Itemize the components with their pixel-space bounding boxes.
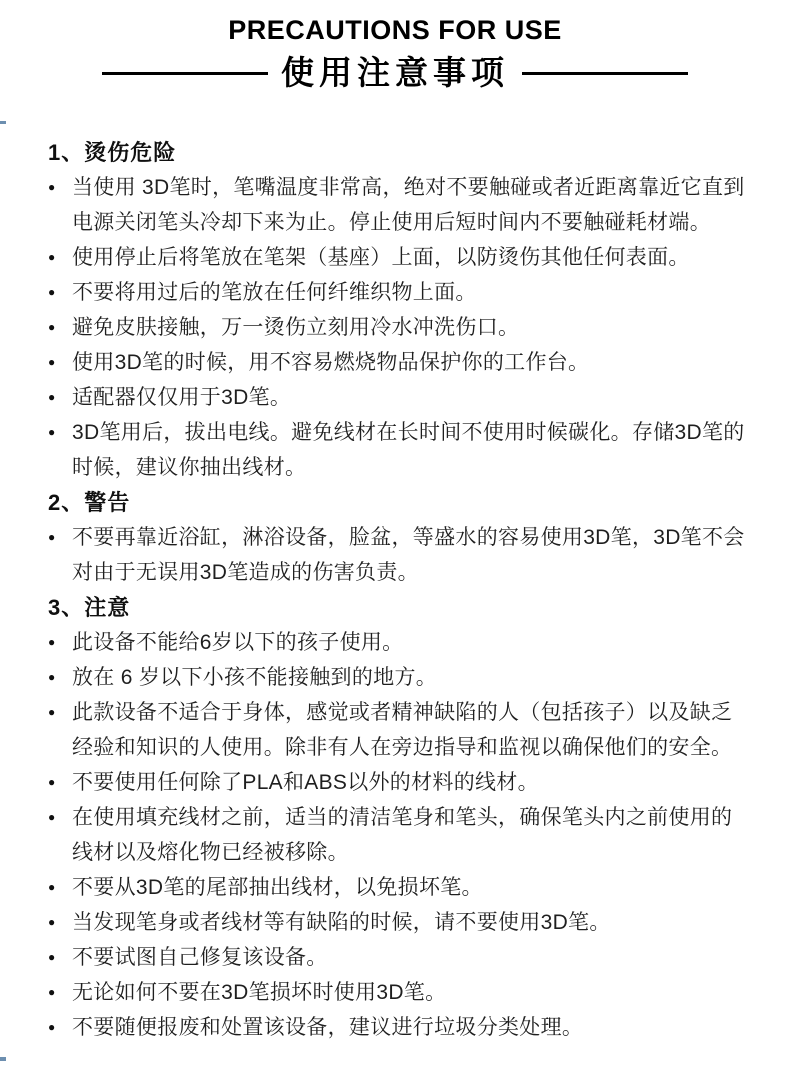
bullet-dot-icon: ● [48, 915, 56, 930]
bullet-text: 放在 6 岁以下小孩不能接触到的地方。 [72, 666, 438, 690]
bullet-item [48, 310, 752, 345]
page-header [0, 0, 790, 92]
bullet-text: 适配器仅仅用于3D笔。 [72, 386, 292, 410]
bullet-dot-icon: ● [48, 285, 56, 300]
bullet-text: 不要将用过后的笔放在任何纤维织物上面。 [72, 281, 477, 305]
bullet-text: 不要试图自己修复该设备。 [72, 946, 328, 970]
bullet-text: 在使用填充线材之前，适当的清洁笔身和笔头，确保笔头内之前使用的线材以及熔化物已经被移除。 [72, 806, 733, 865]
edge-artifact-top [0, 121, 6, 124]
bullet-dot-icon: ● [48, 950, 56, 965]
bullet-dot-icon: ● [48, 880, 56, 895]
bullet-text: 不要随便报废和处置该设备，建议进行垃圾分类处理。 [72, 1016, 584, 1040]
bullet-text: 此设备不能给6岁以下的孩子使用。 [72, 631, 404, 655]
bullet-text: 不要从3D笔的尾部抽出线材，以免损坏笔。 [72, 876, 483, 900]
bullet-item [48, 415, 752, 485]
title-rule-right [522, 72, 688, 75]
bullet-item [48, 240, 752, 275]
title-rule-left [102, 72, 268, 75]
edge-artifact-bottom [0, 1057, 6, 1061]
bullet-text: 当使用 3D笔时，笔嘴温度非常高，绝对不要触碰或者近距离靠近它直到电源关闭笔头冷却下来为止。停止使用后短时间内不要触碰耗材端。 [72, 176, 745, 235]
bullet-item [48, 695, 752, 765]
bullet-item [48, 520, 752, 590]
bullet-dot-icon: ● [48, 810, 56, 825]
page-title-chinese: 使用注意事项 [281, 54, 509, 92]
section-heading-3: 3、注意 [48, 595, 131, 621]
bullet-dot-icon: ● [48, 320, 56, 335]
bullet-item [48, 765, 752, 800]
precautions-list [0, 92, 790, 1045]
bullet-dot-icon: ● [48, 180, 56, 195]
bullet-item [48, 625, 752, 660]
page-title-english: PRECAUTIONS FOR USE [228, 15, 562, 45]
bullet-item [48, 940, 752, 975]
bullet-text: 避免皮肤接触，万一烫伤立刻用冷水冲洗伤口。 [72, 316, 520, 340]
bullet-item [48, 870, 752, 905]
bullet-text: 使用停止后将笔放在笔架（基座）上面，以防烫伤其他任何表面。 [72, 246, 690, 270]
bullet-dot-icon: ● [48, 355, 56, 370]
bullet-text: 不要再靠近浴缸，淋浴设备，脸盆，等盛水的容易使用3D笔，3D笔不会对由于无误用3D笔造成的伤害负责。 [72, 526, 745, 585]
bullet-dot-icon: ● [48, 390, 56, 405]
bullet-item [48, 800, 752, 870]
bullet-text: 无论如何不要在3D笔损坏时使用3D笔。 [72, 981, 447, 1005]
bullet-text: 当发现笔身或者线材等有缺陷的时候，请不要使用3D笔。 [72, 911, 611, 935]
bullet-text: 此款设备不适合于身体，感觉或者精神缺陷的人（包括孩子）以及缺乏经验和知识的人使用。除非有人在旁边指导和监视以确保他们的安全。 [72, 701, 733, 760]
section-heading-1: 1、烫伤危险 [48, 140, 177, 166]
page-title-chinese-row [0, 54, 790, 92]
bullet-text: 3D笔用后，拔出电线。避免线材在长时间不使用时候碳化。存储3D笔的时候，建议你抽出线材。 [72, 421, 745, 480]
bullet-dot-icon: ● [48, 425, 56, 440]
bullet-dot-icon: ● [48, 670, 56, 685]
bullet-item [48, 660, 752, 695]
bullet-dot-icon: ● [48, 705, 56, 720]
bullet-item [48, 170, 752, 240]
bullet-dot-icon: ● [48, 530, 56, 545]
bullet-dot-icon: ● [48, 985, 56, 1000]
section-heading-2: 2、警告 [48, 490, 131, 516]
bullet-item [48, 905, 752, 940]
bullet-dot-icon: ● [48, 1020, 56, 1035]
bullet-text: 不要使用任何除了PLA和ABS以外的材料的线材。 [72, 771, 539, 795]
bullet-item [48, 975, 752, 1010]
bullet-item [48, 1010, 752, 1045]
bullet-item [48, 275, 752, 310]
bullet-item [48, 380, 752, 415]
bullet-text: 使用3D笔的时候，用不容易燃烧物品保护你的工作台。 [72, 351, 590, 375]
bullet-dot-icon: ● [48, 775, 56, 790]
bullet-dot-icon: ● [48, 635, 56, 650]
bullet-dot-icon: ● [48, 250, 56, 265]
bullet-item [48, 345, 752, 380]
